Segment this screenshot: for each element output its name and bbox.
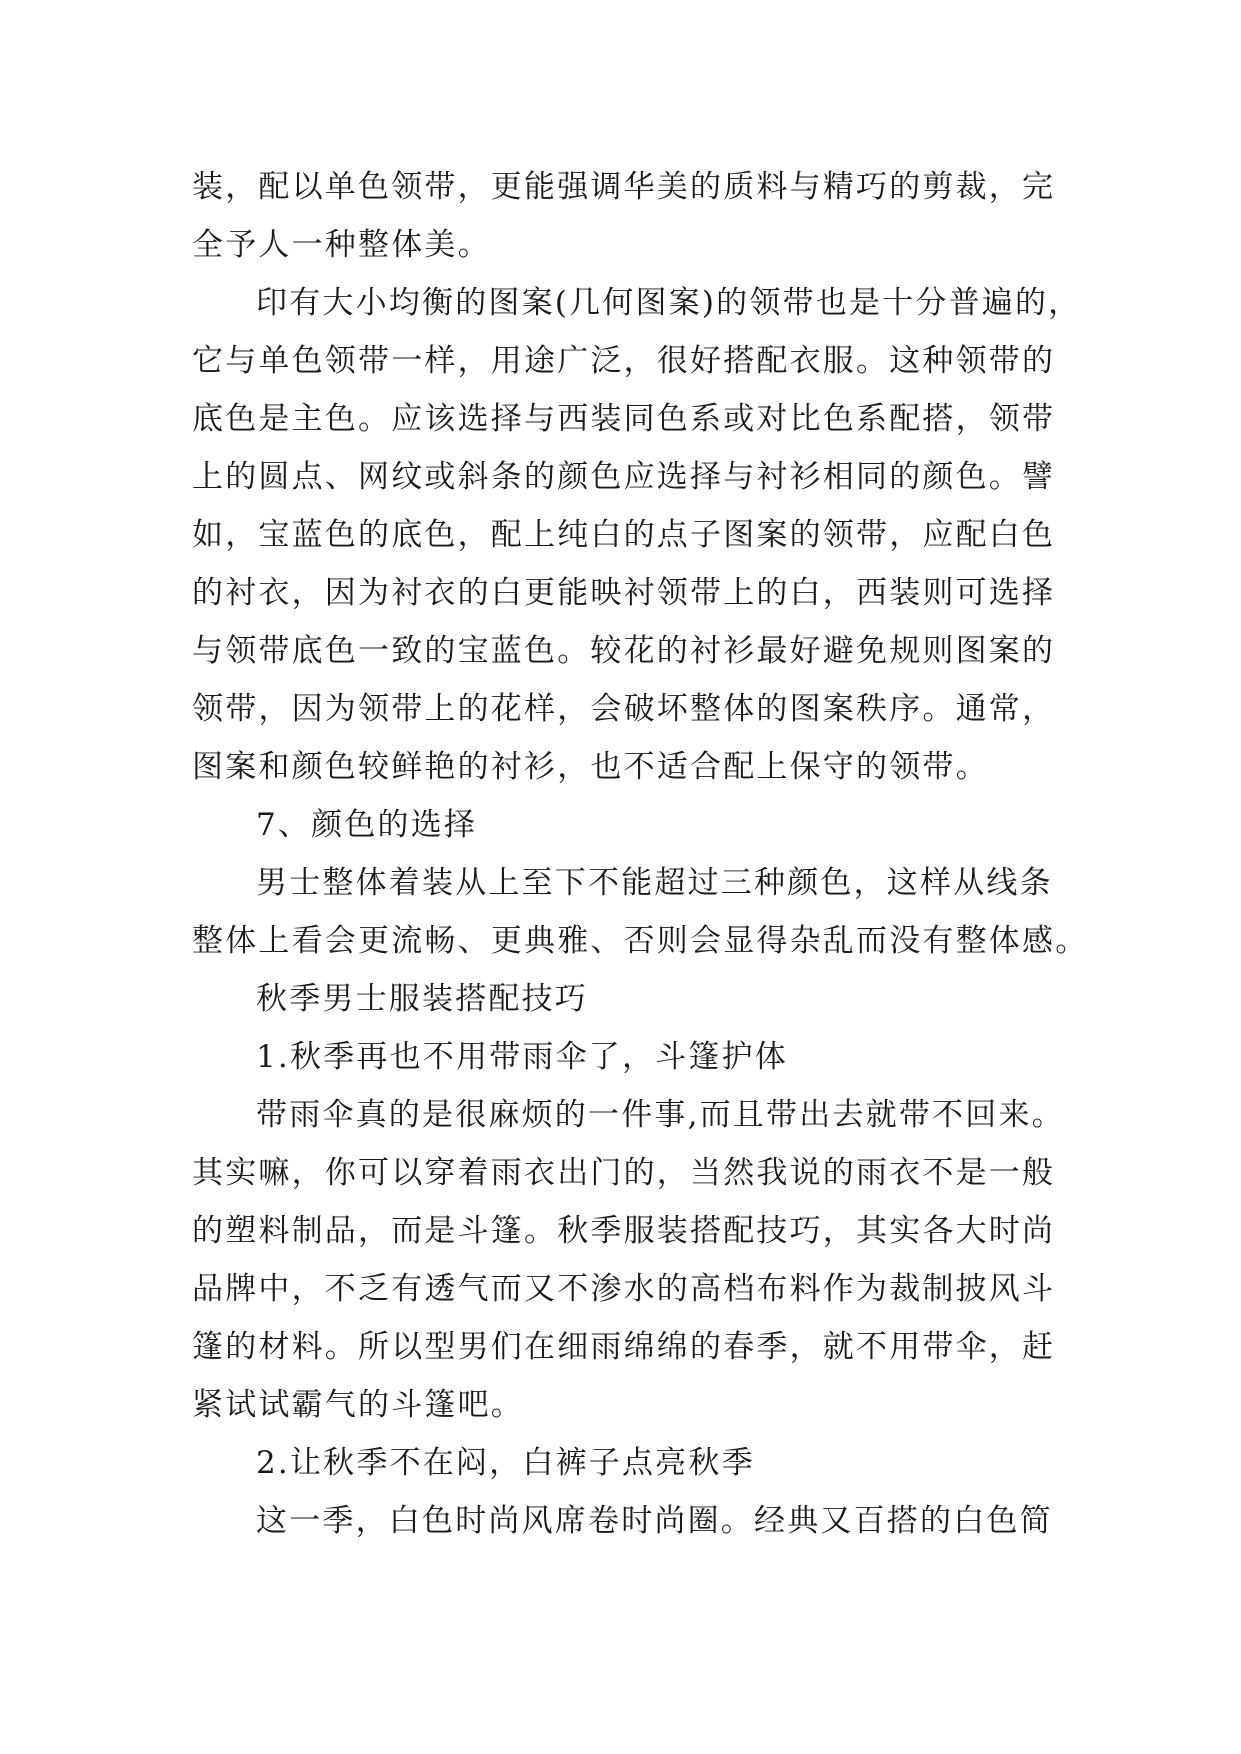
text-line: 如，宝蓝色的底色，配上纯白的点子图案的领带，应配白色 xyxy=(192,517,1056,553)
text-line: 篷的材料。所以型男们在细雨绵绵的春季，就不用带伞，赶 xyxy=(192,1329,1056,1365)
text-line: 印有大小均衡的图案(几何图案)的领带也是十分普遍的， xyxy=(256,285,1082,321)
text-line: 男士整体着装从上至下不能超过三种颜色，这样从线条 xyxy=(256,865,1053,901)
text-line: 紧试试霸气的斗篷吧。 xyxy=(192,1387,524,1423)
text-line: 带雨伞真的是很麻烦的一件事,而且带出去就带不回来。 xyxy=(256,1097,1065,1133)
section-heading: 2.让秋季不在闷，白裤子点亮秋季 xyxy=(256,1445,755,1481)
text-line: 这一季，白色时尚风席卷时尚圈。经典又百搭的白色简 xyxy=(256,1503,1053,1539)
text-line: 整体上看会更流畅、更典雅、否则会显得杂乱而没有整体感。 xyxy=(192,923,1089,959)
text-line: 图案和颜色较鲜艳的衬衫，也不适合配上保守的领带。 xyxy=(192,749,989,785)
text-line: 全予人一种整体美。 xyxy=(192,227,491,263)
section-heading: 7、颜色的选择 xyxy=(256,807,478,843)
text-line: 它与单色领带一样，用途广泛，很好搭配衣服。这种领带的 xyxy=(192,343,1056,379)
text-line: 领带，因为领带上的花样，会破坏整体的图案秩序。通常， xyxy=(192,691,1056,727)
text-line: 的塑料制品，而是斗篷。秋季服装搭配技巧，其实各大时尚 xyxy=(192,1213,1056,1249)
body-text xyxy=(192,158,1092,1550)
text-line: 其实嘛，你可以穿着雨衣出门的，当然我说的雨衣不是一般 xyxy=(192,1155,1056,1191)
text-line: 底色是主色。应该选择与西装同色系或对比色系配搭，领带 xyxy=(192,401,1056,437)
text-line: 上的圆点、网纹或斜条的颜色应选择与衬衫相同的颜色。譬 xyxy=(192,459,1056,495)
section-heading: 秋季男士服装搭配技巧 xyxy=(256,981,588,1017)
text-line: 与领带底色一致的宝蓝色。较花的衬衫最好避免规则图案的 xyxy=(192,633,1056,669)
text-line: 品牌中，不乏有透气而又不渗水的高档布料作为裁制披风斗 xyxy=(192,1271,1056,1307)
text-line: 的衬衣，因为衬衣的白更能映衬领带上的白，西装则可选择 xyxy=(192,575,1056,611)
text-line: 装，配以单色领带，更能强调华美的质料与精巧的剪裁，完 xyxy=(192,169,1056,205)
section-heading: 1.秋季再也不用带雨伞了，斗篷护体 xyxy=(256,1039,788,1075)
